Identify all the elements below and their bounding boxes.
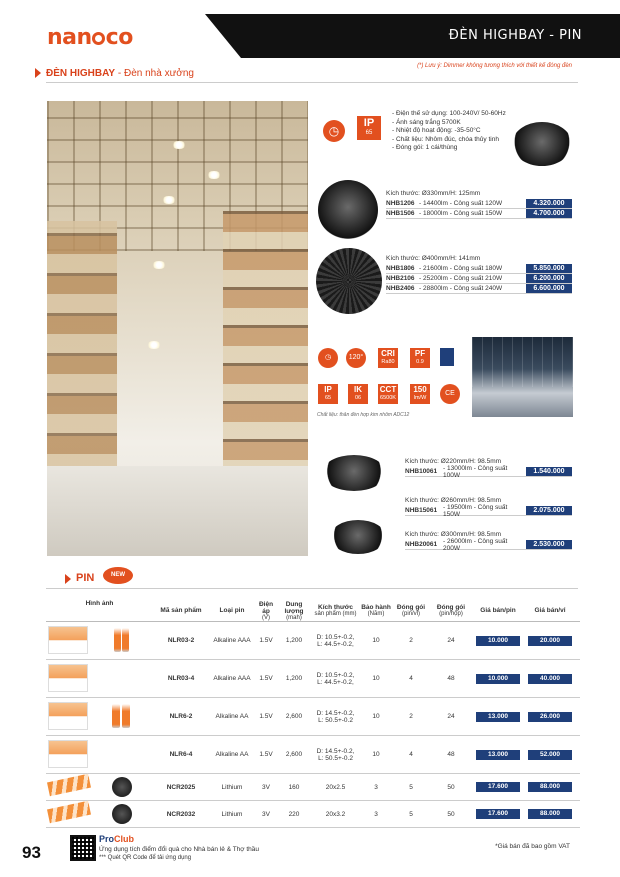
efficacy-badge-icon: 150 lm/W xyxy=(410,384,430,404)
product-group xyxy=(405,458,572,477)
proclub-description: Ứng dụng tích điểm đổi quà cho Nhà bán lẻ & Thợ thầu xyxy=(99,846,260,853)
price-tag: 5.850.000 xyxy=(526,264,572,273)
product-group xyxy=(405,531,572,550)
product-row: NHB1506 - 18000lm - Công suất 150W 4.700.000 xyxy=(386,209,572,219)
price-tag: 6.200.000 xyxy=(526,274,572,283)
hanging-highbay-image xyxy=(330,520,386,554)
product-row: NHB10061 - 13000lm - Công suất 100W 1.540.000 xyxy=(405,467,572,477)
timer-icon: ◷ xyxy=(318,348,338,368)
ip65-badge-icon: IP 65 xyxy=(357,116,381,140)
spec-item: - Điện thế sử dụng: 100-240V/ 50-60Hz xyxy=(392,110,506,117)
new-badge: NEW xyxy=(103,567,133,584)
section-heading: ĐÈN HIGHBAY - Đèn nhà xưởng xyxy=(46,68,194,79)
table-row: NLR6-4 Alkaline AA 1.5V 2,600 D: 14.5+-0.2, L: 50.5+-0.2 10 4 48 13.000 52.000 xyxy=(46,736,580,774)
price-tag: 20.000 xyxy=(528,636,572,646)
product-group xyxy=(386,190,572,219)
pin-title: PIN xyxy=(76,572,95,584)
pf-badge-icon: PF 0.9 xyxy=(410,348,430,368)
battery-table xyxy=(46,600,580,828)
product-size: Kích thước: Ø260mm/H: 98.5mm xyxy=(405,497,502,504)
material-note: Chất liệu: thân đèn hợp kim nhôm ADC12 xyxy=(317,412,410,418)
price-tag: 88.000 xyxy=(528,809,572,819)
ufo-lamp-image xyxy=(318,180,378,240)
ip65-badge-icon: IP 65 xyxy=(318,384,338,404)
pin-divider xyxy=(46,588,578,589)
price-tag: 17.600 xyxy=(476,809,520,819)
price-tag: 1.540.000 xyxy=(526,467,572,476)
table-header: Hình ảnh Mã sản phẩm Loại pin Điện áp (V) Dung lượng (mah) Kích thước sản phẩm (mm) Bảo hành (Năm) Đóng gói (pin/vỉ) Đóng gói (pin/hộp) Giá bán/pin Giá bán/vỉ xyxy=(46,600,580,622)
product-row: NHB1206 - 14400lm - Công suất 120W 4.320.000 xyxy=(386,199,572,209)
table-row: NLR03-2 Alkaline AAA 1.5V 1,200 D: 10.5+-0.2, L: 44.5+-0.2, 10 2 24 10.000 20.000 xyxy=(46,622,580,660)
price-tag: 13.000 xyxy=(476,750,520,760)
spec-item: - Nhiệt độ hoạt động: -35-50°C xyxy=(392,127,481,134)
battery-image xyxy=(46,622,153,659)
coin-cell-image xyxy=(46,801,153,827)
price-tag: 40.000 xyxy=(528,674,572,684)
battery-image xyxy=(46,660,153,697)
product-size: Kích thước: Ø220mm/H: 98.5mm xyxy=(405,458,502,465)
pin-arrow-icon xyxy=(65,574,71,584)
ce-icon: CE xyxy=(440,384,460,404)
table-row: NLR6-2 Alkaline AA 1.5V 2,600 D: 14.5+-0.2, L: 50.5+-0.2 10 2 24 13.000 26.000 xyxy=(46,698,580,736)
clock-icon: ◷ xyxy=(323,120,345,142)
dimmer-note: (*) Lưu ý: Dimmer không tương thích với thiết kế đóng đèn xyxy=(417,63,572,69)
page-title: ĐÈN HIGHBAY - PIN xyxy=(448,28,582,43)
spec-item: - Đóng gói: 1 cái/thùng xyxy=(392,144,458,151)
product-size: Kích thước: Ø300mm/H: 98.5mm xyxy=(405,531,502,538)
page-header xyxy=(0,0,620,62)
price-tag: 17.600 xyxy=(476,782,520,792)
product-group xyxy=(386,255,572,294)
product-row: NHB15061 - 19500lm - Công suất 150W 2.075.000 xyxy=(405,506,572,516)
qr-code-icon[interactable] xyxy=(70,835,96,861)
coin-cell-image xyxy=(46,774,153,800)
angle-icon: 120° xyxy=(346,348,366,368)
cct-badge-icon: CCT 6500K xyxy=(378,384,398,404)
product-row: NHB2406 - 28800lm - Công suất 240W 6.600.000 xyxy=(386,284,572,294)
qr-instruction: *** Quét QR Code để tải ứng dụng xyxy=(99,855,192,861)
warehouse-photo xyxy=(47,101,308,556)
product-group xyxy=(405,497,572,516)
section-arrow-icon xyxy=(35,68,41,78)
table-row: NCR2025 Lithium 3V 160 20x2.5 3 5 50 17.600 88.000 xyxy=(46,774,580,801)
price-tag: 52.000 xyxy=(528,750,572,760)
page-number: 93 xyxy=(22,843,41,862)
product-row: NHB20061 - 26000lm - Công suất 200W 2.530.000 xyxy=(405,540,572,550)
price-tag: 26.000 xyxy=(528,712,572,722)
price-tag: 4.700.000 xyxy=(526,209,572,218)
chip-icon xyxy=(440,348,454,366)
cri-badge-icon: CRI Ra80 xyxy=(378,348,398,368)
product-size: Kích thước: Ø400mm/H: 141mm xyxy=(386,255,481,262)
spec-item: - Ánh sáng trắng 5700K xyxy=(392,118,461,126)
highbay-lamp-image xyxy=(512,122,572,166)
section-divider xyxy=(46,82,578,83)
spec-list xyxy=(392,110,506,153)
table-row: NCR2032 Lithium 3V 220 20x3.2 3 5 50 17.600 88.000 xyxy=(46,801,580,828)
factory-hall-photo xyxy=(472,337,573,417)
price-tag: 2.075.000 xyxy=(526,506,572,515)
slim-highbay-image xyxy=(322,455,386,491)
product-row: NHB2106 - 25200lm - Công suất 210W 6.200.000 xyxy=(386,274,572,284)
spec-item: - Chất liệu: Nhôm đúc, chóa thủy tinh xyxy=(392,135,499,143)
price-tag: 13.000 xyxy=(476,712,520,722)
vat-note: *Giá bán đã bao gồm VAT xyxy=(495,843,570,850)
battery-image xyxy=(46,736,153,773)
product-size: Kích thước: Ø330mm/H: 125mm xyxy=(386,190,481,197)
product-row: NHB1806 - 21600lm - Công suất 180W 5.850.000 xyxy=(386,264,572,274)
proclub-logo: ProClub xyxy=(99,834,135,844)
nanoco-logo: nan co xyxy=(47,25,133,50)
price-tag: 4.320.000 xyxy=(526,199,572,208)
price-tag: 88.000 xyxy=(528,782,572,792)
table-row: NLR03-4 Alkaline AAA 1.5V 1,200 D: 10.5+-0.2, L: 44.5+-0.2, 10 4 48 10.000 40.000 xyxy=(46,660,580,698)
price-tag: 10.000 xyxy=(476,636,520,646)
price-tag: 6.600.000 xyxy=(526,284,572,293)
ik06-badge-icon: IK 06 xyxy=(348,384,368,404)
price-tag: 10.000 xyxy=(476,674,520,684)
price-tag: 2.530.000 xyxy=(526,540,572,549)
battery-image xyxy=(46,698,153,735)
finned-lamp-image xyxy=(316,248,382,314)
